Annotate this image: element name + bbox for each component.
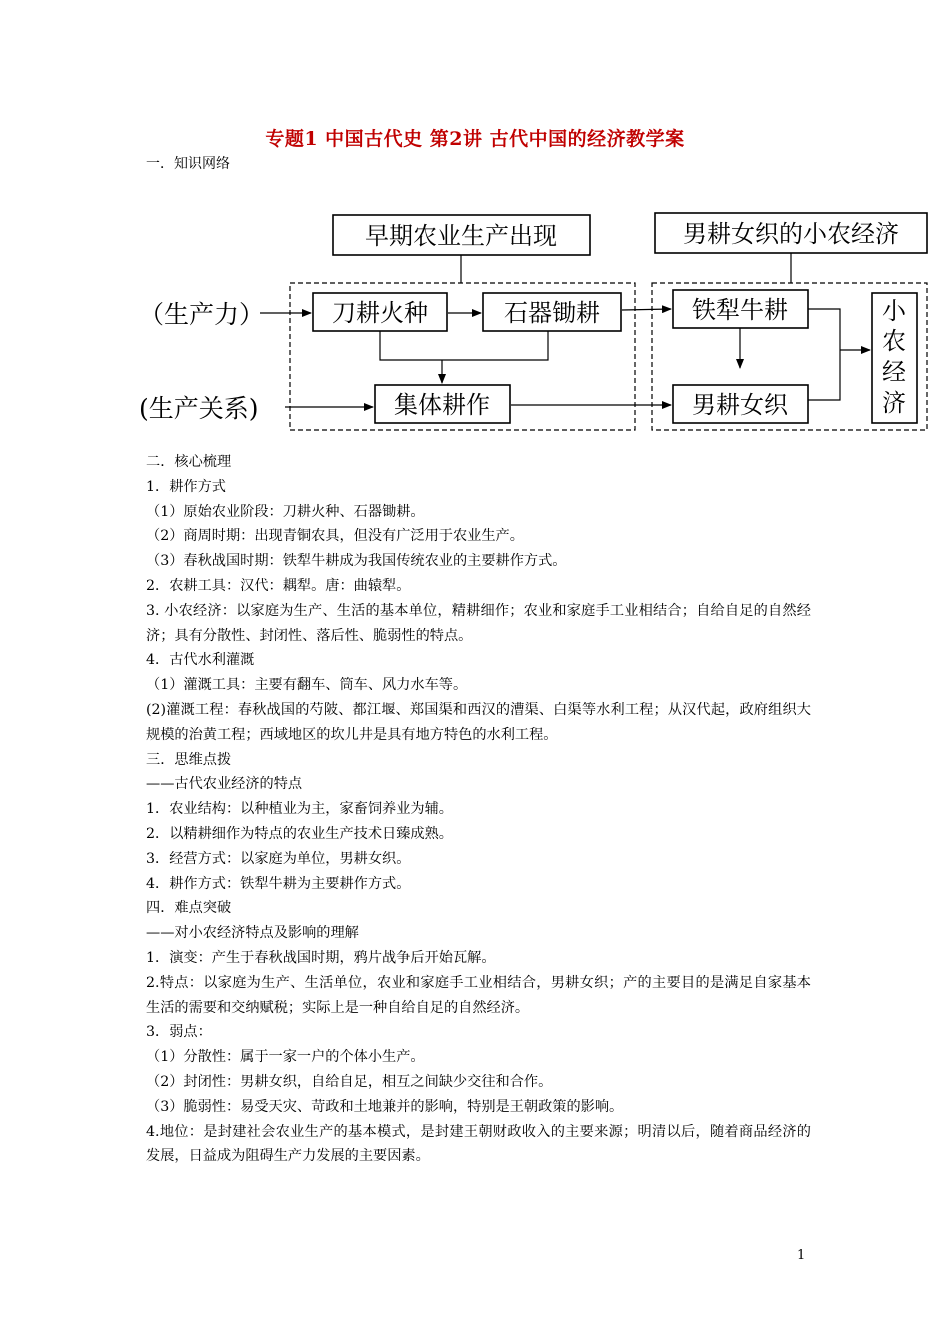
paragraph-line: ——对小农经济特点及影响的理解 <box>146 925 359 942</box>
paragraph-line: 3．弱点： <box>146 1024 212 1041</box>
label-productivity: （生产力） <box>139 300 265 329</box>
box-final-char-2: 农 <box>882 327 906 355</box>
paragraph-line: （3）春秋战国时期：铁犁牛耕成为我国传统农业的主要耕作方式。 <box>146 553 567 570</box>
box-collective-farming-label: 集体耕作 <box>394 391 490 419</box>
box-iron-plough-label: 铁犁牛耕 <box>692 296 788 324</box>
paragraph-line: 二．核心梳理 <box>146 454 232 470</box>
paragraph-line: ——古代农业经济的特点 <box>146 776 303 793</box>
knowledge-network-diagram <box>135 205 935 440</box>
paragraph-line: 2.特点：以家庭为生产、生活单位，农业和家庭手工业相结合，男耕女织；产的主要目的是满足自家基本生活的需要和交纳赋税；实际上是一种自给自足的自然经济。 <box>146 974 811 1016</box>
main-content <box>146 450 811 1169</box>
paragraph-line: 1．耕作方式 <box>146 478 226 495</box>
connector-merge-to-collective <box>380 331 548 360</box>
paragraph-line: 2．以精耕细作为特点的农业生产技术日臻成熟。 <box>146 825 453 842</box>
paragraph-line: （3）脆弱性：易受天灾、苛政和土地兼并的影响，特别是王朝政策的影响。 <box>146 1098 624 1115</box>
paragraph-line: （1）分散性：属于一家一户的个体小生产。 <box>146 1049 425 1066</box>
paragraph-line: （2）封闭性：男耕女织，自给自足，相互之间缺少交往和合作。 <box>146 1073 553 1090</box>
arrow-stone-hoe-to-iron-plough <box>622 309 671 310</box>
box-men-farm-women-weave-label: 男耕女织 <box>692 391 788 419</box>
box-stone-hoe-label: 石器锄耕 <box>504 299 600 327</box>
label-production-relations: (生产关系) <box>139 394 259 423</box>
box-final-char-1: 小 <box>882 297 906 325</box>
paragraph-line: 1．演变：产生于春秋战国时期，鸦片战争后开始瓦解。 <box>146 949 496 966</box>
paragraph-line: 4．古代水利灌溉 <box>146 652 255 669</box>
paragraph-line: 2．农耕工具：汉代：耦犁。唐：曲辕犁。 <box>146 577 411 594</box>
paragraph-line: 3. 小农经济：以家庭为生产、生活的基本单位，精耕细作；农业和家庭手工业相结合；自给自足的自然经济；具有分散性、封闭性、落后性、脆弱性的特点。 <box>146 602 811 644</box>
document-title: 专题1 中国古代史 第2讲 古代中国的经济教学案 <box>265 128 685 150</box>
paragraph-line: 1．农业结构：以种植业为主，家畜饲养业为辅。 <box>146 801 453 818</box>
box-final-char-3: 经 <box>882 358 906 386</box>
paragraph-line: 四．难点突破 <box>146 900 232 917</box>
section-heading-knowledge-network: 一．知识网络 <box>146 156 230 172</box>
box-final-char-4: 济 <box>882 389 906 417</box>
page-number: 1 <box>797 1248 806 1263</box>
box-slash-burn-label: 刀耕火种 <box>332 299 428 327</box>
box-small-farm-economy-label: 男耕女织的小农经济 <box>683 220 899 248</box>
connector-right-merge <box>808 309 840 400</box>
box-early-agriculture-label: 早期农业生产出现 <box>365 222 557 250</box>
paragraph-line: （1）灌溉工具：主要有翻车、筒车、风力水车等。 <box>146 677 468 694</box>
paragraph-line: （2）商周时期：出现青铜农具，但没有广泛用于农业生产。 <box>146 528 524 545</box>
paragraph-line: 3．经营方式：以家庭为单位，男耕女织。 <box>146 850 411 867</box>
paragraph-line: （1）原始农业阶段：刀耕火种、石器锄耕。 <box>146 503 425 520</box>
paragraph-line: 4.地位：是封建社会农业生产的基本模式，是封建王朝财政收入的主要来源；明清以后，随着商品经济的发展，日益成为阻碍生产力发展的主要因素。 <box>146 1123 811 1165</box>
paragraph-line: 三．思维点拨 <box>146 751 232 768</box>
paragraph-line: 4．耕作方式：铁犁牛耕为主要耕作方式。 <box>146 875 411 892</box>
paragraph-line: (2)灌溉工程：春秋战国的芍陂、都江堰、郑国渠和西汉的漕渠、白渠等水利工程；从汉代起，政府组织大规模的治黄工程；西域地区的坎儿井是具有地方特色的水利工程。 <box>146 701 811 743</box>
